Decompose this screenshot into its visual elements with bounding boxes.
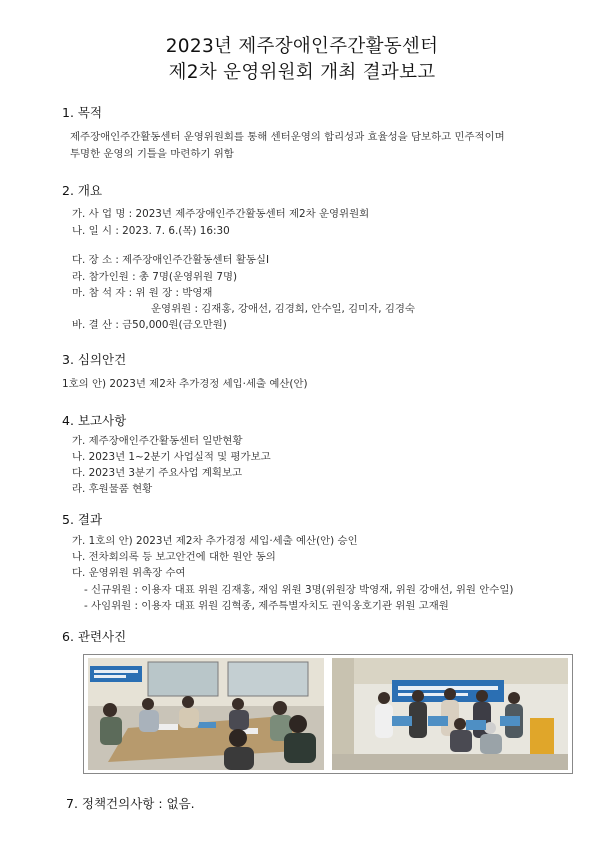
result-item: 가. 1호의 안) 2023년 제2차 추가경정 세입·세출 예산(안) 승인 <box>72 535 358 547</box>
section-heading-photos: 6. 관련사진 <box>62 629 127 644</box>
overview-item: 나. 일 시 : 2023. 7. 6.(목) 16:30 <box>72 225 230 237</box>
section-heading-agenda: 3. 심의안건 <box>62 352 127 367</box>
meeting-photo <box>88 658 324 770</box>
section-heading-result: 5. 결과 <box>62 512 103 527</box>
report-item: 나. 2023년 1~2분기 사업실적 및 평가보고 <box>72 451 271 463</box>
report-item: 라. 후원물품 현황 <box>72 483 153 495</box>
purpose-line: 투명한 운영의 기틀을 마련하기 위함 <box>70 148 234 160</box>
document-title-line1: 2023년 제주장애인주간활동센터 <box>165 36 439 57</box>
overview-item: 가. 사 업 명 : 2023년 제주장애인주간활동센터 제2차 운영위원회 <box>72 208 370 220</box>
document-title-line2: 제2차 운영위원회 개최 결과보고 <box>168 62 436 83</box>
result-item: 다. 운영위원 위촉장 수여 <box>72 567 186 579</box>
section-heading-overview: 2. 개요 <box>62 183 103 198</box>
result-subitem: - 신규위원 : 이용자 대표 위원 김재홍, 재임 위원 3명(위원장 박영재, 위원 강애선, 위원 안수일) <box>84 584 514 596</box>
report-item: 가. 제주장애인주간활동센터 일반현황 <box>72 435 243 447</box>
photo-frame <box>83 654 573 774</box>
overview-item: 운영위원 : 김재홍, 강애선, 김경희, 안수일, 김미자, 김경숙 <box>151 303 415 315</box>
section-heading-policy: 7. 정책건의사항 : 없음. <box>66 796 195 811</box>
report-item: 다. 2023년 3분기 주요사업 계획보고 <box>72 467 243 479</box>
purpose-line: 제주장애인주간활동센터 운영위원회를 통해 센터운영의 합리성과 효율성을 담보하고 민주적이며 <box>70 131 505 143</box>
overview-item: 바. 결 산 : 금50,000원(금오만원) <box>72 319 227 331</box>
overview-item: 마. 참 석 자 : 위 원 장 : 박영재 <box>72 287 213 299</box>
overview-item: 라. 참가인원 : 총 7명(운영위원 7명) <box>72 271 238 283</box>
section-heading-purpose: 1. 목적 <box>62 105 103 120</box>
group-photo <box>332 658 568 770</box>
agenda-line: 1호의 안) 2023년 제2차 추가경정 세입·세출 예산(안) <box>62 378 308 390</box>
result-item: 나. 전차회의록 등 보고안건에 대한 원안 동의 <box>72 551 276 563</box>
section-heading-report: 4. 보고사항 <box>62 413 127 428</box>
overview-item: 다. 장 소 : 제주장애인주간활동센터 활동실Ⅰ <box>72 254 270 266</box>
result-subitem: - 사임위원 : 이용자 대표 위원 김혁종, 제주특별자치도 권익옹호기관 위원 고재원 <box>84 600 449 612</box>
